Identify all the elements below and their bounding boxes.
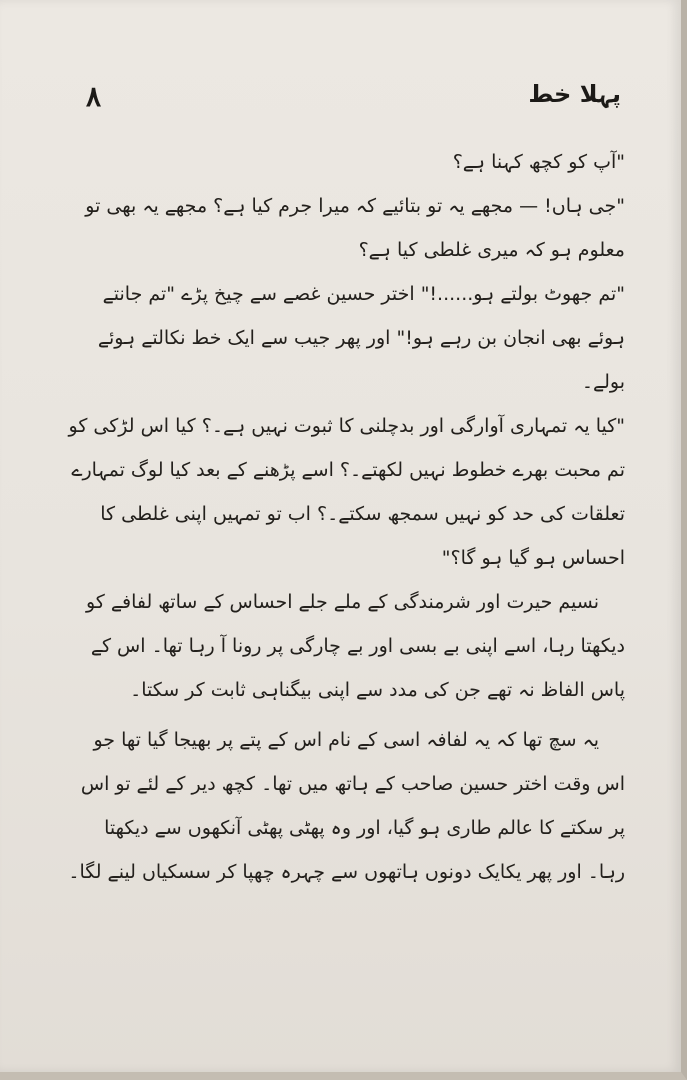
paragraph-6: یہ سچ تھا کہ یہ لفافہ اسی کے نام اس کے پتے پر بھیجا گیا تھا جو اس وقت اختر حسین صاحب کے ہاتھ میں تھا۔ کچھ دیر کے لئے تو اس پر سکتے کا عالم طاری ہو گیا، اور وہ پھٹی پھٹی آنکھوں سے دیکھتا رہا۔ اور پھر یکایک دونوں ہاتھوں سے چہرہ چھپا کر سسکیاں لینے لگا۔ (68, 729, 625, 883)
page-number: ۸ (86, 80, 102, 113)
paragraph-5: نسیم حیرت اور شرمندگی کے ملے جلے احساس کے ساتھ لفافے کو دیکھتا رہا، اسے اپنی بے بسی اور بے چارگی پر رونا آ رہا تھا۔ اس کے پاس الفاظ نہ تھے جن کی مدد سے اپنی بیگناہی ثابت کر سکتا۔ (85, 591, 625, 701)
page-header (80, 80, 621, 120)
running-title: پہلا خط (528, 80, 621, 108)
paragraph-2: "جی ہاں! — مجھے یہ تو بتائیے کہ میرا جرم کیا ہے؟ مجھے یہ بھی تو معلوم ہو کہ میری غلطی کیا ہے؟ (85, 195, 625, 261)
paragraph-3: "تم جھوٹ بولتے ہو......!" اختر حسین غصے سے چیخ پڑے "تم جانتے ہوئے بھی انجان بن رہے ہو!" اور پھر جیب سے ایک خط نکالتے ہوئے بولے۔ (97, 283, 625, 393)
paragraph-1: "آپ کو کچھ کہنا ہے؟ (452, 151, 625, 173)
body-text (62, 140, 625, 1012)
paragraph-4: "کیا یہ تمہاری آوارگی اور بدچلنی کا ثبوت نہیں ہے۔؟ کیا اس لڑکی کو تم محبت بھرے خطوط نہیں لکھتے۔؟ اسے پڑھنے کے بعد کیا لوگ تمہارے تعلقات کی حد کو نہیں سمجھ سکتے۔؟ اب تو تمہیں اپنی غلطی کا احساس ہو گیا ہو گا؟" (68, 415, 625, 569)
